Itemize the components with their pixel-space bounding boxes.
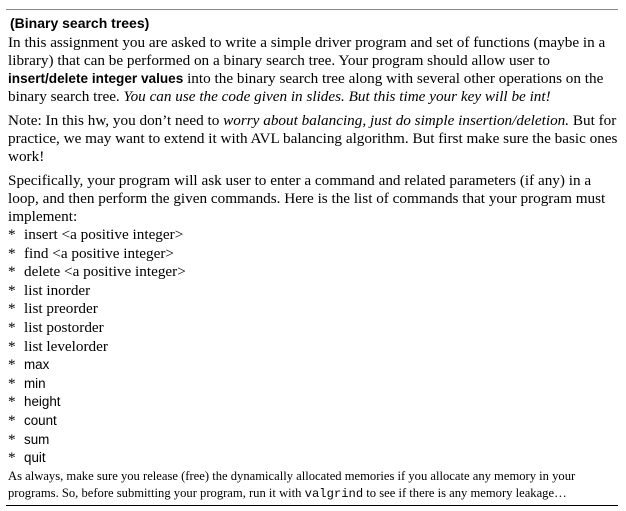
command-item-list-levelorder	[8, 338, 618, 357]
footer-note	[8, 468, 616, 503]
intro-text: In this assignment you are asked to write a simple driver program and set of functions (maybe in a library) that can be performed on a binary search tree. Your program should allow user to	[8, 34, 606, 69]
note-end-text: But for practice, we may want to extend it with AVL balancing algorithm. But first make sure the basic ones work!	[8, 112, 618, 165]
bullet-star: *	[8, 244, 16, 262]
bullet-star: *	[8, 449, 16, 467]
command-item-find	[8, 245, 618, 264]
footer-start-text: As always, make sure you release (free) the dynamically allocated memories if you allocate any memory in your programs. So, before submitting your program, run it with	[8, 468, 576, 500]
command-item-insert	[8, 226, 618, 245]
note-start-text: Note: In this hw, you don’t need to	[8, 112, 224, 129]
command-text: list postorder	[24, 318, 104, 336]
bullet-star: *	[8, 393, 16, 411]
bullet-star: *	[8, 318, 16, 336]
command-text: height	[24, 394, 61, 410]
footer-code-text: valgrind	[304, 486, 364, 501]
command-item-delete	[8, 263, 618, 282]
note-italic-text: worry about balancing, just do simple insertion/deletion.	[223, 112, 570, 129]
command-text: quit	[24, 450, 46, 466]
command-item-list-postorder	[8, 319, 618, 338]
intro-bold-text: insert/delete integer values	[8, 71, 184, 86]
commands-intro-paragraph: Specifically, your program will ask user to enter a command and related parameters (if any) in a loop, and then perform the given commands. Here is the list of commands that your program must implement:	[8, 172, 606, 225]
bullet-star: *	[8, 226, 16, 243]
command-text: count	[24, 412, 57, 428]
top-rule	[6, 9, 618, 10]
command-item-height	[8, 393, 618, 412]
bottom-rule	[6, 505, 618, 506]
footer-end-text: to see if there is any memory leakage…	[363, 485, 567, 500]
command-text: sum	[24, 431, 50, 447]
command-item-count	[8, 412, 618, 431]
command-item-list-preorder	[8, 300, 618, 319]
command-list	[8, 226, 618, 468]
section-title: (Binary search trees)	[10, 15, 150, 31]
intro-paragraph	[8, 34, 618, 106]
command-item-list-inorder	[8, 282, 618, 301]
command-text: find <a positive integer>	[24, 244, 174, 262]
command-item-sum	[8, 431, 618, 450]
command-text: insert <a positive integer>	[24, 226, 184, 243]
bullet-star: *	[8, 300, 16, 318]
command-text: max	[24, 357, 50, 373]
command-text: min	[24, 375, 46, 391]
bullet-star: *	[8, 337, 16, 355]
command-text: delete <a positive integer>	[24, 263, 186, 281]
bullet-star: *	[8, 430, 16, 448]
bullet-star: *	[8, 356, 16, 374]
bullet-star: *	[8, 374, 16, 392]
command-item-max	[8, 356, 618, 375]
command-item-quit	[8, 449, 618, 468]
bullet-star: *	[8, 263, 16, 281]
assignment-document	[8, 15, 618, 503]
command-text: list levelorder	[24, 337, 108, 355]
command-item-min	[8, 375, 618, 394]
intro-mid-text: into the binary search tree along with several other operations on the binary search tree.	[8, 70, 604, 105]
bullet-star: *	[8, 281, 16, 299]
bullet-star: *	[8, 411, 16, 429]
command-text: list inorder	[24, 281, 91, 299]
note-paragraph	[8, 112, 618, 166]
intro-italic-text: You can use the code given in slides. But this time your key will be int!	[123, 88, 551, 105]
command-text: list preorder	[24, 300, 98, 318]
